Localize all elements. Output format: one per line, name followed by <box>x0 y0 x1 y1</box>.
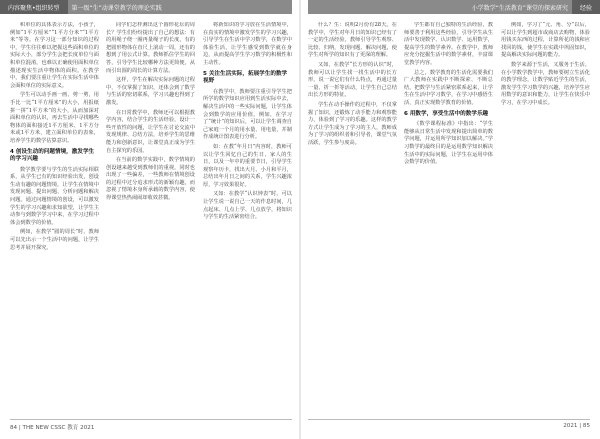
left-page-footer: 84 | THE NEW CSSC 教育 2021 <box>10 425 95 431</box>
body-paragraph: 将新知识的学习放在生活情境中，在真实的情境中激发学生的学习兴趣，引导学生在生活中学习数学，在数学中体验生活，让学生感受到数学就在身边，从而提高学生学习数学的积极性和主动性。 <box>203 22 292 66</box>
body-paragraph: 在当前的数学实践中，数学情境的创设越来越受到教师们的重视，同时也出现了一些偏差，一些教师在情境创设的过程中过分追求形式的新颖有趣，而忽视了情境本身所承载的数学内容，使得课堂热热闹闹却收效甚微。 <box>106 157 195 202</box>
body-paragraph: 数学教学要与学生的生活实际相联系，从学生已有的知识经验出发，创设生动有趣的问题情境，让学生在情境中发现问题、提出问题、分析问题和解决问题。通过问题情境的创设，可以激发学生的学习兴趣和求知欲望，让学生主动参与到数学学习中来，在学习过程中体会到数学的价值。 <box>10 166 99 226</box>
body-paragraph: 学生都有自己独特的生活经验，教师要善于利用这些经验，引导学生从生活中发现数学、认识数学、运用数学，提高学生的数学素养。在教学中，教师应充分挖掘生活中的数学素材，丰富课堂教学内容。 <box>404 22 493 66</box>
left-header-title: 第一级“生”动课堂教学的理论实践 <box>71 4 162 12</box>
body-paragraph: 数学来源于生活，又服务于生活。在小学数学教学中，教师要树立生活化的教学理念，让数学贴近学生的生活，激发学生学习数学的兴趣，培养学生应用数学的意识和能力，让学生在快乐中学习，在学习中成长。 <box>501 61 590 106</box>
right-header-tag-text: 经验 <box>579 4 592 12</box>
body-paragraph: 例如，学习了“元、角、分”以后，可以让学生到超市或商店去购物，体验用钱买东西的过程，计算所花的钱和应找回的钱，使学生在实践中巩固知识，提高解决实际问题的能力。 <box>501 22 590 59</box>
body-paragraph: 例如，在教学“圆的周长”时，教师可以先出示一个生活中的问题，让学生思考并展开探究。 <box>10 229 99 251</box>
right-page <box>308 22 590 414</box>
page-gutter <box>299 0 301 439</box>
body-paragraph: 在教学中，教师要注重引导学生把所学的数学知识应用到生活实际中去，解决生活中的一些实际问题，让学生体会到数学的应用价值。例如，在学习了“统计”的知识后，可以让学生调查自己家庭一个月的用水量、用电量，并制作成统计图表进行分析。 <box>203 88 292 141</box>
left-page-header <box>0 0 292 14</box>
right-header-title: 小学数学“生活教育”课堂的探索研究 <box>471 4 568 12</box>
body-paragraph: 什么？生：说明2月份有28天。在教学中，学生对年月日的知识已经有了一定的生活经验，教师引导学生观察、比较、归纳，发现问题、解决问题，使学生对所学的知识有了更深的理解。 <box>308 22 397 59</box>
body-paragraph: 如：在教“年月日”内容时，教师可以让学生回忆自己的生日、家人的生日，以及一年中的重要节日，引导学生观察年历卡，找出大月、小月和平月，总结出年月日之间的关系，学生兴趣浓厚，学习效果很好。 <box>203 143 292 188</box>
section-heading: 5 关注生活实际，拓展学生的数学视野 <box>203 70 288 85</box>
right-page-column-3 <box>501 22 590 414</box>
right-header-tag <box>572 0 600 14</box>
right-page-footer: 2021 | 85 <box>563 423 590 429</box>
left-page <box>10 22 292 414</box>
right-page-column-2 <box>404 22 493 414</box>
body-paragraph: 总之，数学教育的生活化需要我们广大教师在实践中不断探索、不断总结，把数学与生活紧密联系起来，让学生在生活中学习数学，在学习中感悟生活，真正实现数学教育的价值。 <box>404 69 493 106</box>
body-paragraph: 学生可以动手画一画、剪一剪，用手比一比“1平方厘米”的大小，用报纸拼一拼“1平方米”的大小，从而加深对面积单位的认识，再去生活中寻找哪些物体的面积接近1平方厘米、1平方分米或1平方米，建立面积单位的表象，培养学生的数学估算意识。 <box>10 92 99 144</box>
body-paragraph: 积单位的具体表示方法，小孩子，例如“1平方厘米”“1平方分米”“1平方米”等等。在学习这一部分知识的过程中，学生往往难以把握这些面积单位的实际大小，部分学生会把长度单位与面积单位混淆，也难以正确使用面积单位描述现实生活中物体的面积。在教学中，我们要注重让学生在实际生活中体会面积单位的实际意义。 <box>10 22 99 89</box>
body-paragraph: 《数学课程标准》中指出：“学生能够从日常生活中发现和提出简单的数学问题，并运用所学知识加以解决。”学习数学的最终目的是运用数学知识解决生活中的实际问题，让学生在运用中体会数学的价值。 <box>404 121 493 166</box>
left-page-column-2 <box>106 22 195 414</box>
body-paragraph: 又如：在教学“认识钟表”时，可以让学生说一说自己一天的作息时间，几点起床、几点上学、几点放学，将知识与学生的生活紧密结合。 <box>203 191 292 221</box>
section-heading: 6 用数学，享受生活中的数学乐趣 <box>404 110 489 117</box>
section-heading: 4 创设生动的问题情境，激发学生的学习兴趣 <box>10 148 95 163</box>
right-footer-rule <box>308 419 590 420</box>
right-page-header <box>308 0 600 14</box>
body-paragraph: 学生在动手操作的过程中，不仅掌握了知识，还锻炼了动手能力和观察能力，体验到了学习的乐趣。这样的教学方式让学生成为了学习的主人，教师成为了学习的组织者和引导者，课堂气氛活跃，学生参与度高。 <box>308 101 397 146</box>
left-page-column-1 <box>10 22 99 414</box>
body-paragraph: 又如，在教学“长方形的认识”时，教师可以让学生找一找生活中的长方形，说一说它们有什么特点，再通过量一量、折一折等活动，让学生自己总结出长方形的特征。 <box>308 61 397 99</box>
left-header-tag-text: 内容聚焦•组织转型 <box>8 4 60 12</box>
left-page-column-3 <box>203 22 292 414</box>
body-paragraph: 同学们怎样测出这个圆形花坛的周长？学生们纷纷提出了自己的想法：有的用绳子绕一圈再量绳子的长度，有的把圆形物体在直尺上滚动一周，还有的想到了用公式计算。教师抓住学生的回答，引导学生比较哪种方法更简便，从而引出圆的周长的计算方法。 <box>106 22 195 74</box>
right-page-column-1 <box>308 22 397 414</box>
body-paragraph: 这样，学生在解决实际问题的过程中，不仅掌握了知识，还体会到了数学与生活的密切联系，学习兴趣也得到了激发。 <box>106 77 195 106</box>
left-header-tag <box>0 0 68 14</box>
body-paragraph: 在日常教学中，教师还可以根据教学内容，结合学生的生活经验，设计一些开放性的问题，让学生在讨论交流中发现规律、总结方法，培养学生的思维能力和创新意识，让课堂真正成为学生自主探究的乐园。 <box>106 109 195 154</box>
left-footer-rule <box>10 419 292 420</box>
